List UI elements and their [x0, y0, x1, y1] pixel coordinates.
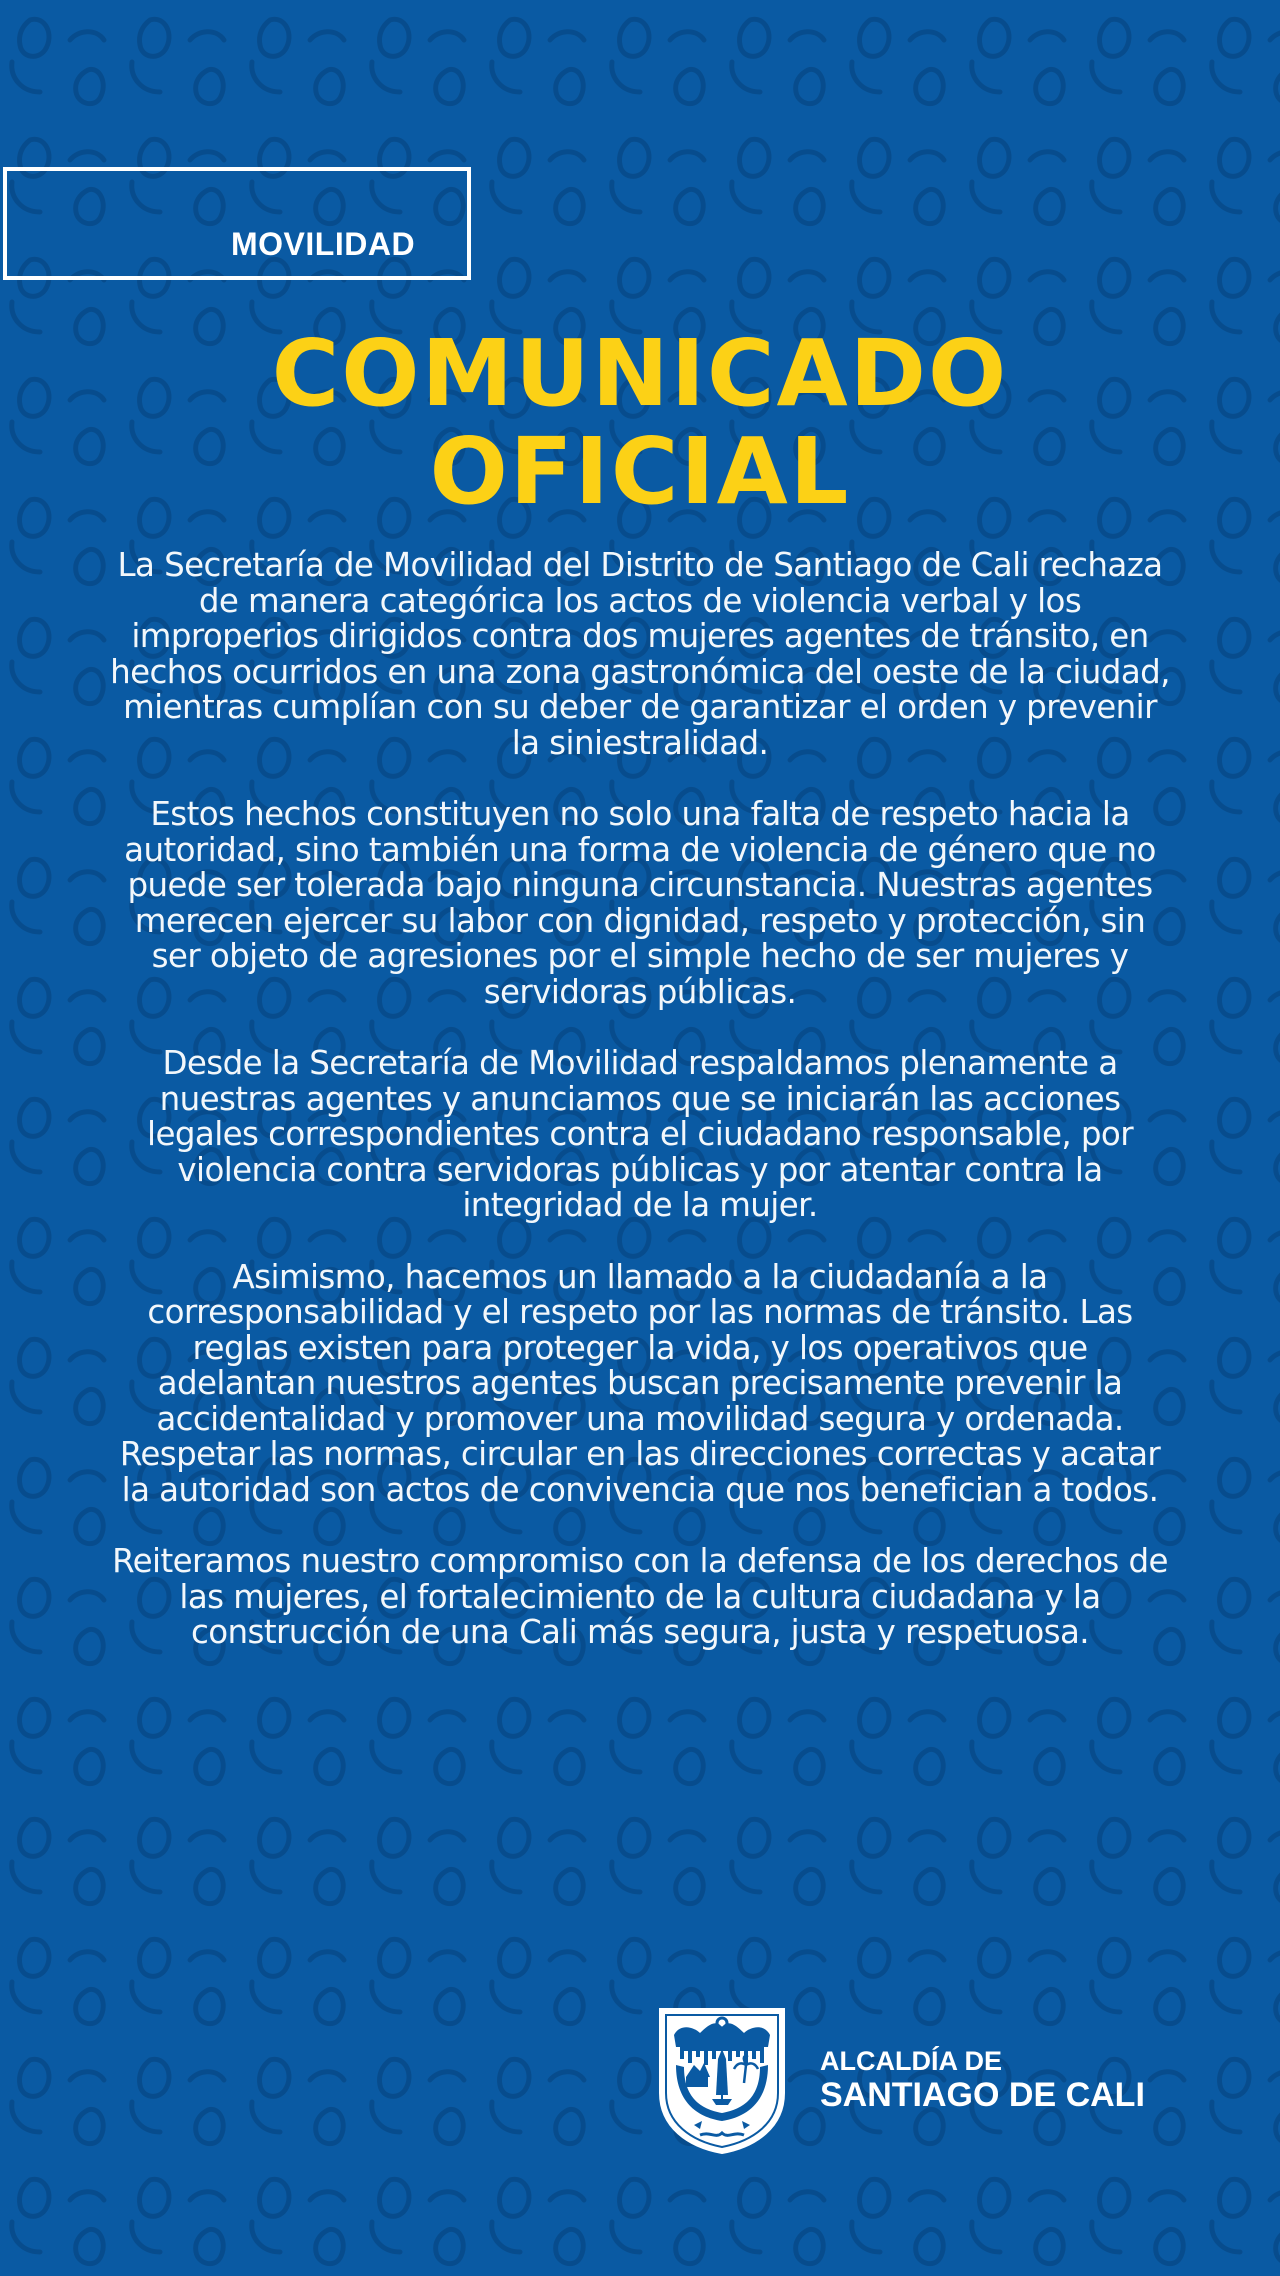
paragraph-1: La Secretaría de Movilidad del Distrito de Santiago de Cali rechaza de manera categórica los actos de violencia verbal y los improperios dirigidos contra dos mujeres agentes de tránsito, en hechos ocurridos en una zona gastronómica del oeste de la ciudad, mientras cumplían con su deber de garantizar el orden y prevenir la siniestralidad. — [110, 546, 1170, 762]
org-name-line-1: ALCALDÍA DE — [820, 2046, 1002, 2076]
paragraph-3: Desde la Secretaría de Movilidad respaldamos plenamente a nuestras agentes y anunciamos que se iniciarán las acciones legales correspondientes contra el ciudadano responsable, por violencia contra servidoras públicas y por atentar contra la integridad de la mujer. — [147, 1044, 1133, 1224]
org-name-line-2: SANTIAGO DE CALI — [820, 2076, 1145, 2114]
section-label-box — [3, 167, 471, 280]
page-title — [0, 320, 1280, 525]
paragraph-5: Reiteramos nuestro compromiso con la defensa de los derechos de las mujeres, el fortalecimiento de la cultura ciudadana y la construcción de una Cali más segura, justa y respetuosa. — [112, 1542, 1168, 1651]
paragraph-2: Estos hechos constituyen no solo una falta de respeto hacia la autoridad, sino también una forma de violencia de género que no puede ser tolerada bajo ninguna circunstancia. Nuestras agentes merecen ejercer su labor con dignidad, respeto y protección, sin ser objeto de agresiones por el simple hecho de ser mujeres y servidoras públicas. — [124, 795, 1156, 1011]
title-line-1: COMUNICADO — [271, 320, 1009, 427]
organization-name — [820, 2046, 1145, 2114]
section-label: MOVILIDAD — [231, 226, 416, 262]
paragraph-4: Asimismo, hacemos un llamado a la ciudadanía a la corresponsabilidad y el respeto por las normas de tránsito. Las reglas existen para proteger la vida, y los operativos que adelantan nuestros agentes buscan precisamente prevenir la accidentalidad y promover una movilidad segura y ordenada. Respetar las normas, circular en las direcciones correctas y acatar la autoridad son actos de convivencia que nos benefician a todos. — [119, 1257, 1161, 1509]
coat-of-arms-icon — [656, 2005, 788, 2155]
statement-body — [110, 548, 1170, 1687]
title-line-2: OFICIAL — [429, 418, 851, 525]
